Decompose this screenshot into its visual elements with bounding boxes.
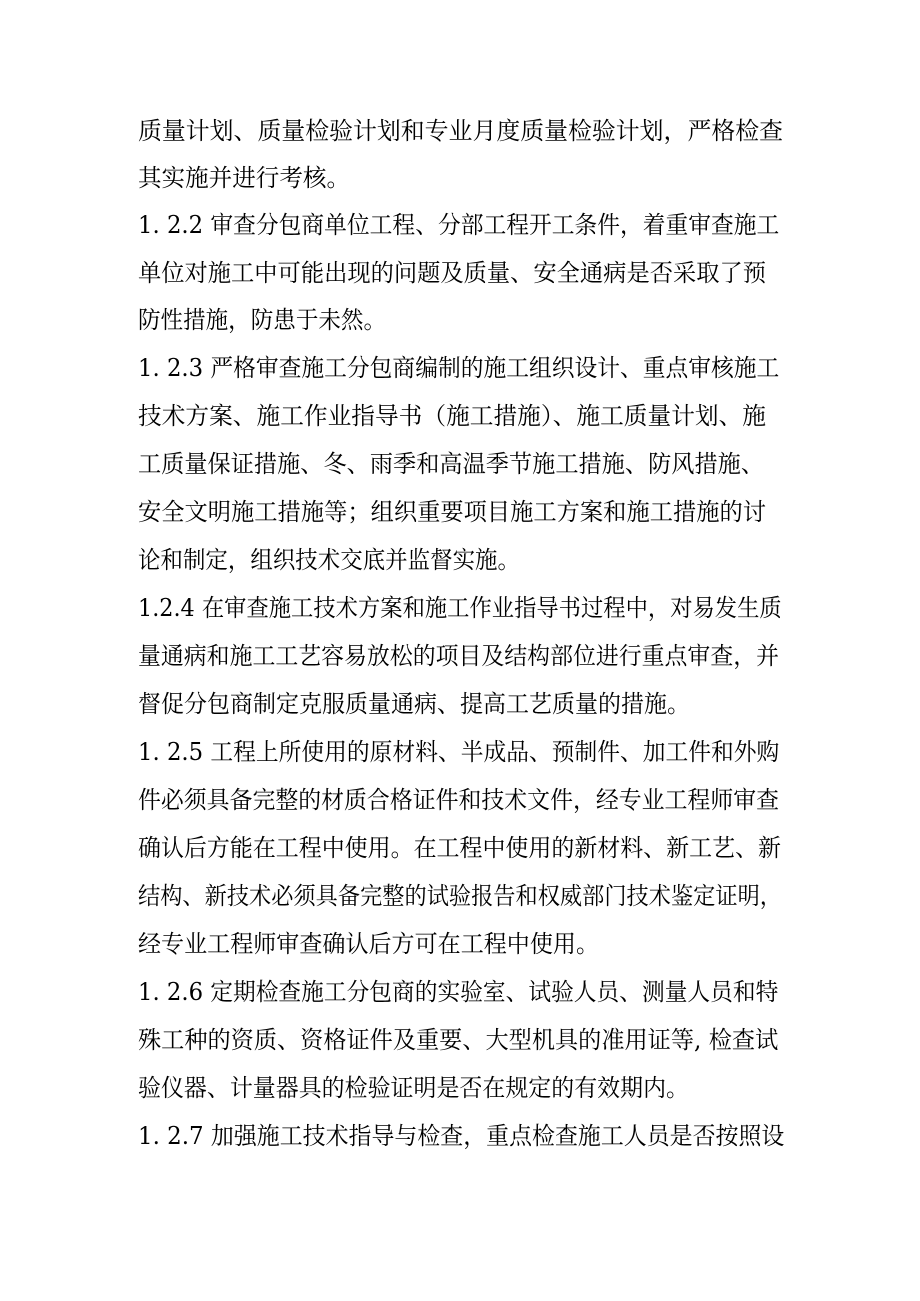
text-line-5: 防性措施，防患于未然。: [138, 306, 386, 334]
text-line-9: 安全文明施工措施等；组织重要项目施工方案和施工措施的讨: [138, 498, 766, 526]
text-line-14: 1. 2.5 工程上所使用的原材料、半成品、预制件、加工件和外购: [138, 738, 780, 766]
text-line-4: 单位对施工中可能出现的问题及质量、安全通病是否采取了预: [138, 259, 766, 287]
text-line-3: 1. 2.2 审查分包商单位工程、分部工程开工条件，着重审查施工: [138, 211, 780, 239]
text-line-16: 确认后方能在工程中使用。在工程中使用的新材料、新工艺、新: [138, 834, 781, 862]
text-line-15: 件必须具备完整的材质合格证件和技术文件，经专业工程师审查: [138, 786, 779, 814]
text-line-13: 督促分包商制定克服质量通病、提高工艺质量的措施。: [138, 690, 690, 718]
text-line-17: 结构、新技术必须具备完整的试验报告和权威部门技术鉴定证明，: [138, 882, 782, 910]
text-line-12: 量通病和施工工艺容易放松的项目及结构部位进行重点审查，并: [138, 642, 779, 670]
text-line-22: 1. 2.7 加强施工技术指导与检查，重点检查施工人员是否按照设: [138, 1122, 785, 1150]
text-line-18: 经专业工程师审查确认后方可在工程中使用。: [138, 930, 599, 958]
text-line-7: 技术方案、施工作业指导书（施工措施）、施工质量计划、施: [138, 402, 766, 430]
text-line-19: 1. 2.6 定期检查施工分包商的实验室、试验人员、测量人员和特: [138, 978, 779, 1006]
text-line-11: 1.2.4 在审查施工技术方案和施工作业指导书过程中，对易发生质: [138, 594, 782, 622]
text-line-2: 其实施并进行考核。: [138, 164, 350, 192]
text-line-21: 验仪器、计量器具的检验证明是否在规定的有效期内。: [138, 1074, 689, 1102]
text-line-1: 质量计划、质量检验计划和专业月度质量检验计划，严格检查: [138, 117, 783, 145]
text-line-10: 论和制定，组织技术交底并监督实施。: [138, 546, 520, 574]
text-line-20: 殊工种的资质、资格证件及重要、大型机具的准用证等, 检查试: [138, 1026, 779, 1054]
text-line-6: 1. 2.3 严格审查施工分包商编制的施工组织设计、重点审核施工: [138, 354, 780, 382]
text-line-8: 工质量保证措施、冬、雨季和高温季节施工措施、防风措施、: [138, 450, 764, 478]
